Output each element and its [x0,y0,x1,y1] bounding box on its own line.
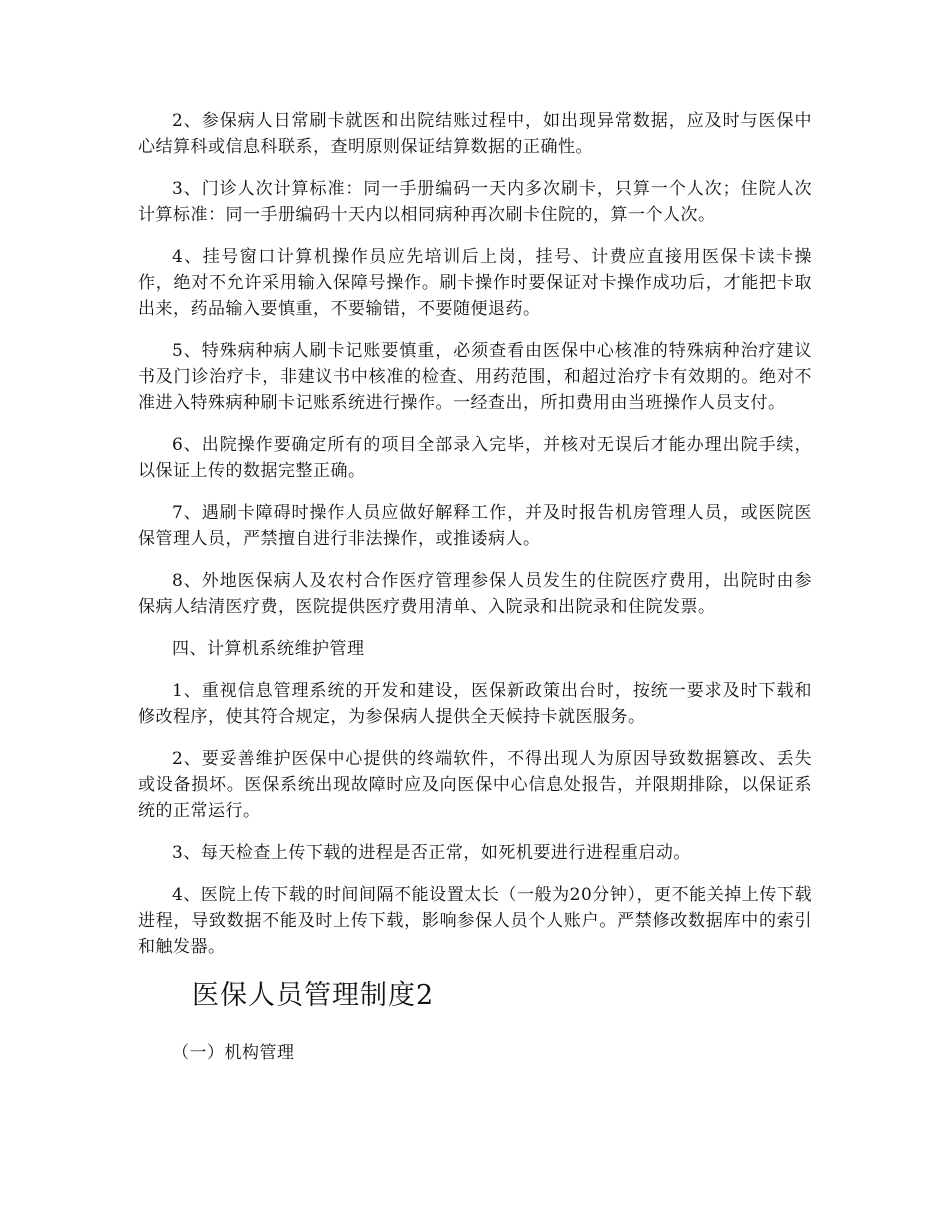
paragraph: 4、挂号窗口计算机操作员应先培训后上岗，挂号、计费应直接用医保卡读卡操作，绝对不允许采用输入保障号操作。刷卡操作时要保证对卡操作成功后，才能把卡取出来，药品输入要慎重，不要输错，不要随便退药。 [138,247,812,319]
sub-heading: （一）机构管理 [172,1043,295,1063]
paragraph: 8、外地医保病人及农村合作医疗管理参保人员发生的住院医疗费用，出院时由参保病人结清医疗费，医院提供医疗费用清单、入院录和出院录和住院发票。 [138,571,812,617]
paragraph: 3、每天检查上传下载的进程是否正常，如死机要进行进程重启动。 [172,843,691,863]
paragraph: 1、重视信息管理系统的开发和建设，医保新政策出台时，按统一要求及时下载和修改程序，使其符合规定，为参保病人提供全天候持卡就医服务。 [138,681,812,727]
paragraph: 3、门诊人次计算标准：同一手册编码一天内多次刷卡，只算一个人次；住院人次计算标准：同一手册编码十天内以相同病种再次刷卡住院的，算一个人次。 [138,179,812,225]
paragraph: 2、要妥善维护医保中心提供的终端软件，不得出现人为原因导致数据篡改、丢失或设备损坏。医保系统出现故障时应及向医保中心信息处报告，并限期排除，以保证系统的正常运行。 [138,749,812,821]
paragraph: 5、特殊病种病人刷卡记账要慎重，必须查看由医保中心核准的特殊病种治疗建议书及门诊治疗卡，非建议书中核准的检查、用药范围，和超过治疗卡有效期的。绝对不准进入特殊病种刷卡记账系统进行操作。一经查出，所扣费用由当班操作人员支付。 [138,341,812,413]
paragraph: 7、遇刷卡障碍时操作人员应做好解释工作，并及时报告机房管理人员，或医院医保管理人员，严禁擅自进行非法操作，或推诿病人。 [138,503,812,549]
paragraph: 6、出院操作要确定所有的项目全部录入完毕，并核对无误后才能办理出院手续，以保证上传的数据完整正确。 [138,435,812,481]
section-heading: 四、计算机系统维护管理 [172,639,365,659]
paragraph: 4、医院上传下载的时间间隔不能设置太长（一般为20分钟），更不能关掉上传下载进程，导致数据不能及时上传下载，影响参保人员个人账户。严禁修改数据库中的索引和触发器。 [138,885,812,957]
paragraph: 2、参保病人日常刷卡就医和出院结账过程中，如出现异常数据，应及时与医保中心结算科或信息科联系，查明原则保证结算数据的正确性。 [138,111,812,157]
document-title: 医保人员管理制度2 [192,980,435,1011]
